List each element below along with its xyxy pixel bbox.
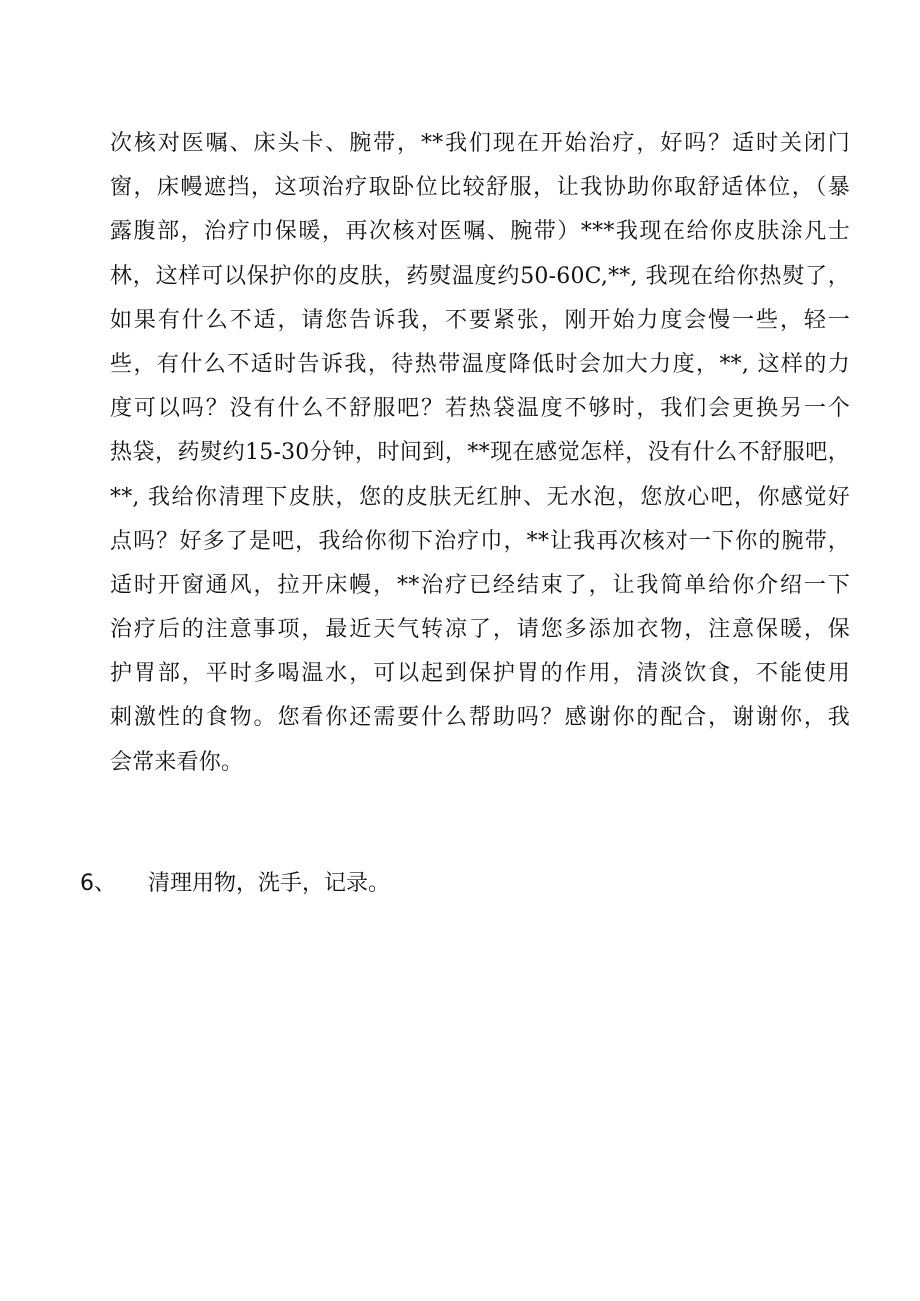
paragraph-line: **, 我给你清理下皮肤，您的皮肤无红肿、无水泡，您放心吧，你感觉好 <box>110 484 850 510</box>
paragraph-line: 热袋，药熨约15-30分钟，时间到，**现在感觉怎样，没有什么不舒服吧， <box>110 440 850 466</box>
step-text: 清理用物，洗手，记录。 <box>148 871 391 896</box>
paragraph-line: 点吗？好多了是吧，我给你彻下治疗巾，**让我再次核对一下你的腕带， <box>110 528 850 554</box>
paragraph-line: 护胃部，平时多喝温水，可以起到保护胃的作用，清淡饮食，不能使用 <box>110 661 850 687</box>
paragraph-line: 治疗后的注意事项，最近天气转凉了，请您多添加衣物，注意保暖，保 <box>110 617 850 643</box>
step-item-6 <box>80 862 390 906</box>
paragraph-line: 刺激性的食物。您看你还需要什么帮助吗？感谢你的配合，谢谢你，我 <box>110 705 850 731</box>
body-paragraph <box>110 122 850 785</box>
paragraph-line: 林，这样可以保护你的皮肤，药熨温度约50-60C,**, 我现在给你热熨了， <box>110 263 850 289</box>
paragraph-line: 窗，床幔遮挡，这项治疗取卧位比较舒服，让我协助你取舒适体位，（暴 <box>110 175 850 201</box>
step-number: 6、 <box>80 871 116 896</box>
paragraph-line: 度可以吗？没有什么不舒服吧？若热袋温度不够时，我们会更换另一个 <box>110 396 850 422</box>
paragraph-line: 适时开窗通风，拉开床幔，**治疗已经结束了，让我简单给你介绍一下 <box>110 572 850 598</box>
paragraph-line: 露腹部，治疗巾保暖，再次核对医嘱、腕带）***我现在给你皮肤涂凡士 <box>110 219 850 245</box>
paragraph-line: 会常来看你。 <box>110 749 244 775</box>
paragraph-line: 次核对医嘱、床头卡、腕带，**我们现在开始治疗，好吗？适时关闭门 <box>110 131 850 156</box>
paragraph-line: 如果有什么不适，请您告诉我，不要紧张，刚开始力度会慢一些，轻一 <box>110 307 850 333</box>
paragraph-line: 些，有什么不适时告诉我，待热带温度降低时会加大力度，**, 这样的力 <box>110 351 850 377</box>
